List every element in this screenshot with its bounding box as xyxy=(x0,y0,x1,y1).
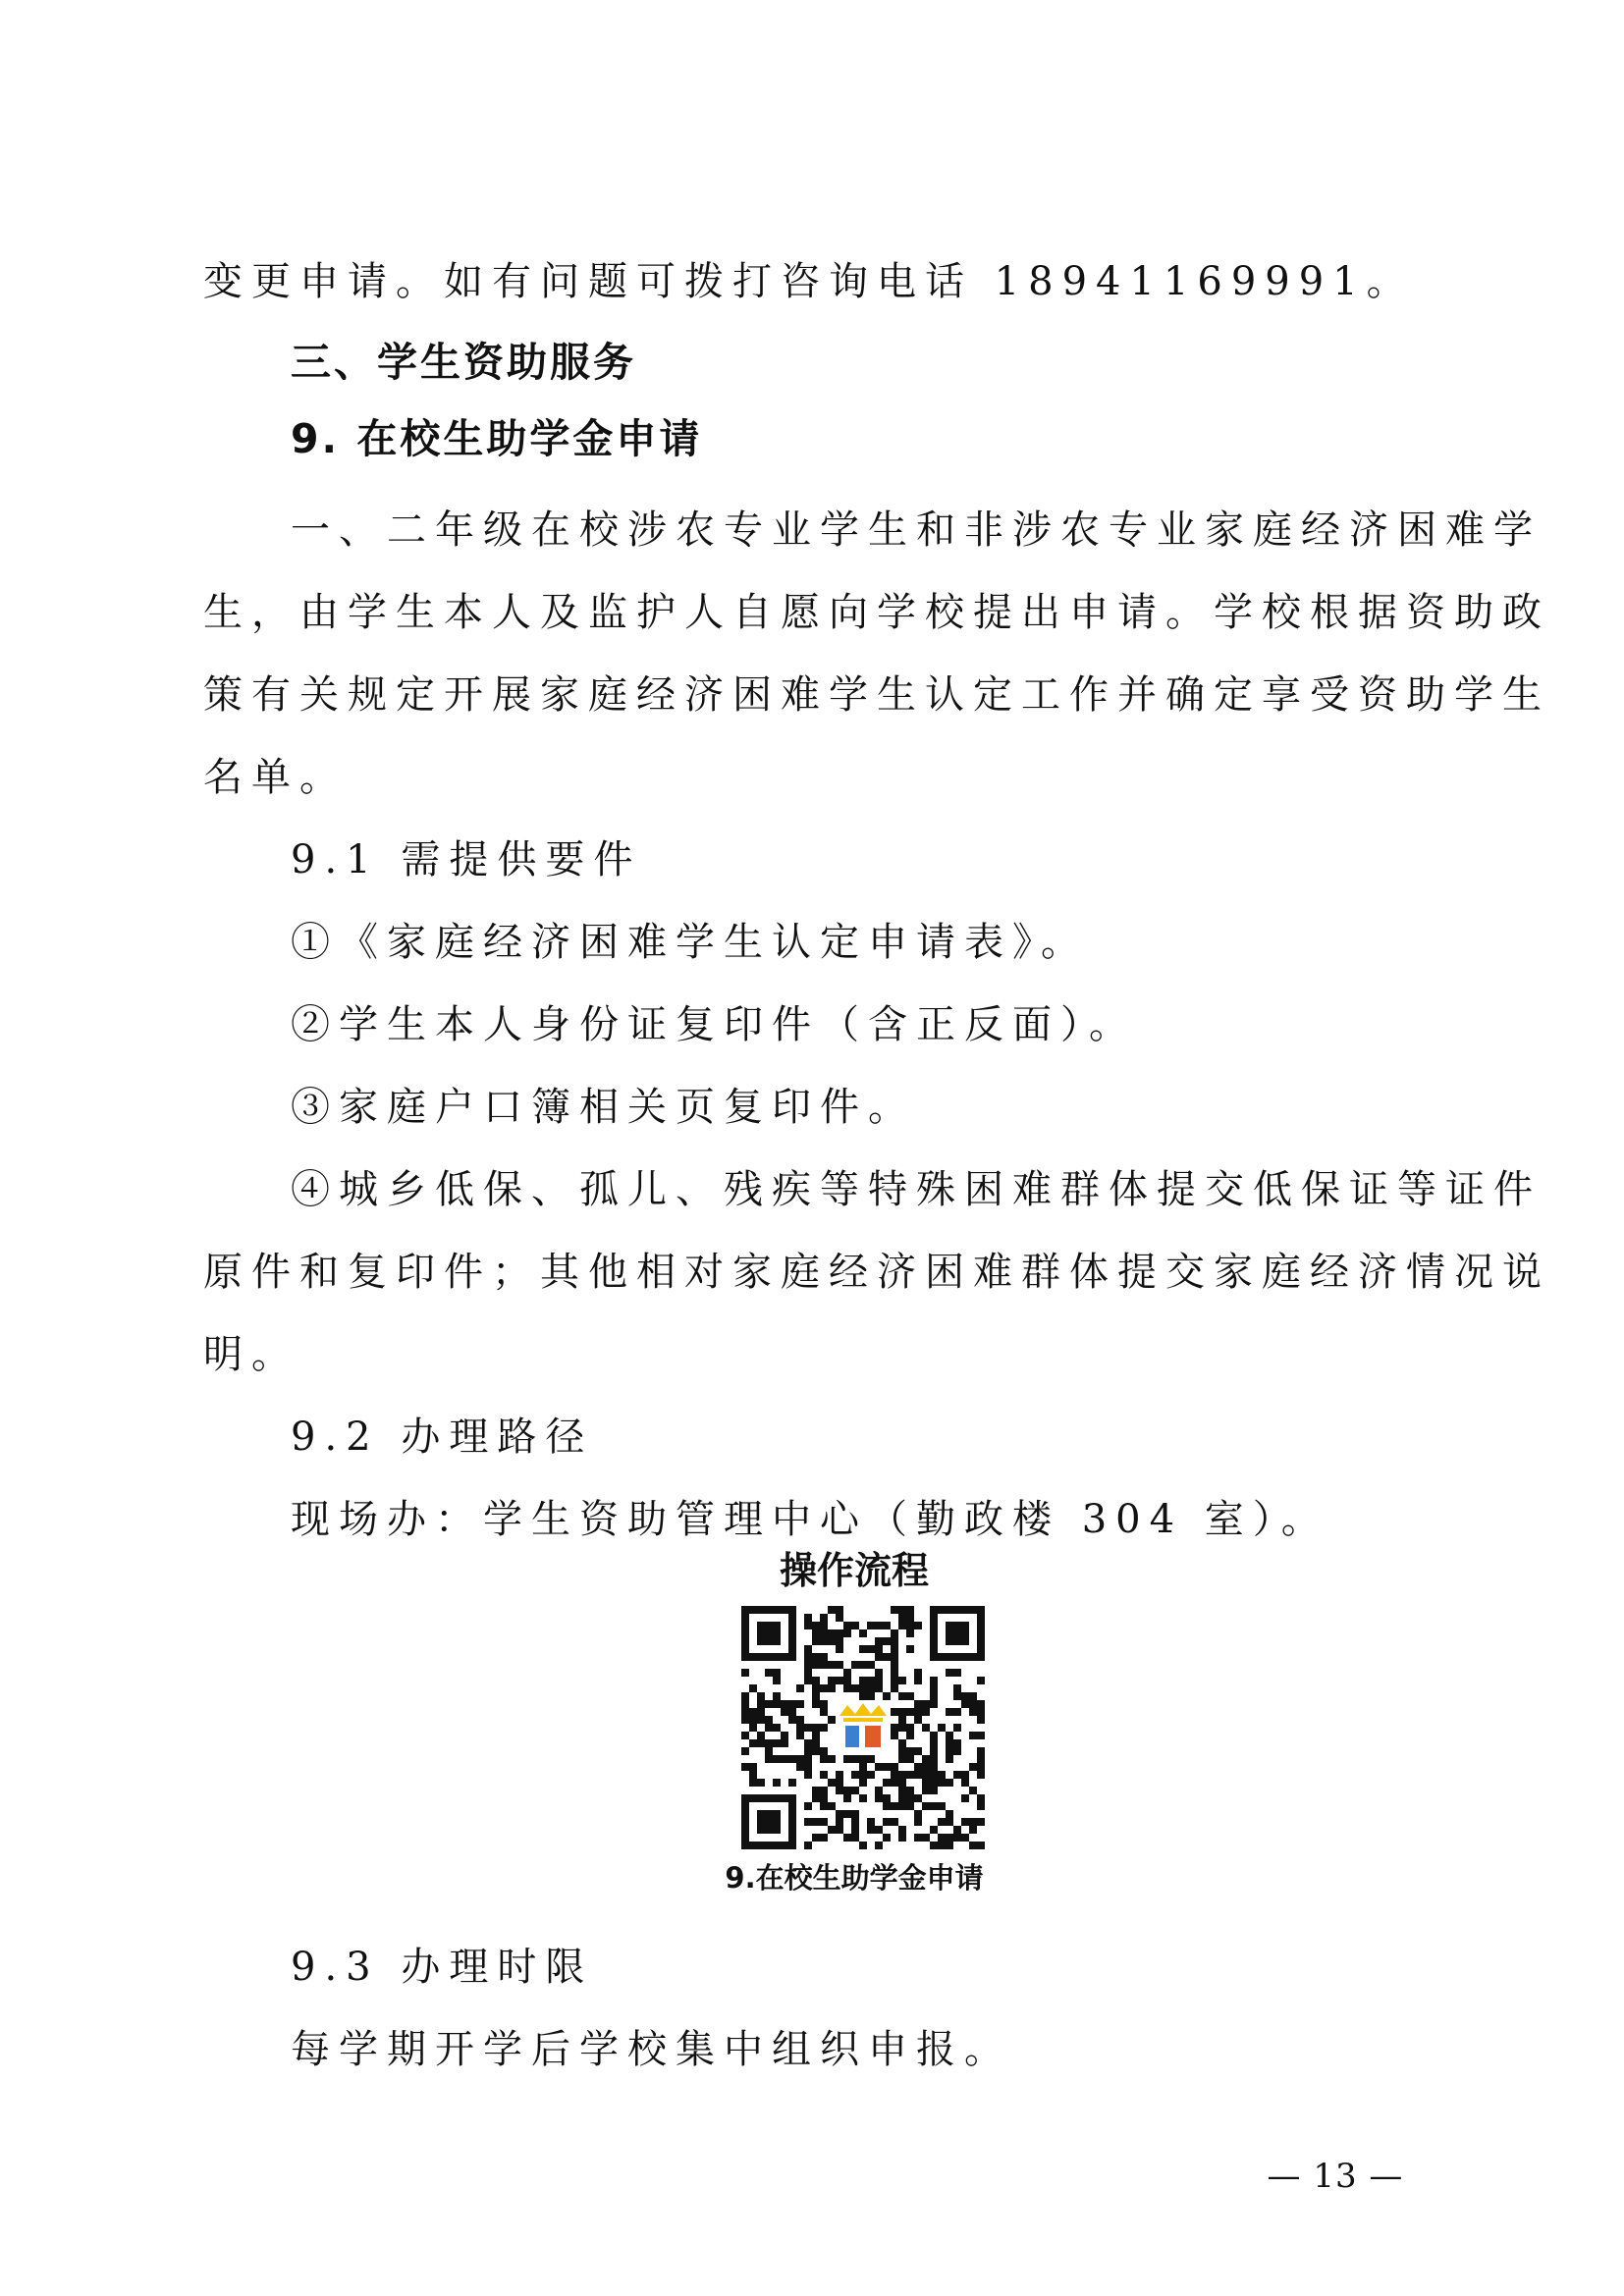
processing-time-line: 每学期开学后学校集中组织申报。 xyxy=(291,2027,1012,2072)
school-logo-icon xyxy=(836,1702,891,1753)
list-item-4-line-2: 原件和复印件；其他相对家庭经济困难群体提交家庭经济情况说 xyxy=(203,1250,1550,1295)
qr-finder-top-right xyxy=(930,1606,985,1661)
qr-caption: 9.在校生助学金申请 xyxy=(725,1861,984,1895)
section-heading: 三、学生资助服务 xyxy=(291,339,636,386)
item-heading-9-3: 9.3 办理时限 xyxy=(291,1945,594,1990)
list-item-1: ①《家庭经济困难学生认定申请表》。 xyxy=(291,920,1089,965)
list-item-4-line-3: 明。 xyxy=(203,1332,299,1377)
list-item-3: ③家庭户口簿相关页复印件。 xyxy=(291,1085,916,1130)
body-line-1: 变更申请。如有问题可拨打咨询电话 18941169991。 xyxy=(203,259,1415,304)
item-heading-9-1: 9.1 需提供要件 xyxy=(291,837,642,882)
list-item-4-line-1: ④城乡低保、孤儿、残疾等特殊困难群体提交低保证等证件 xyxy=(291,1167,1542,1212)
qr-finder-bottom-left xyxy=(741,1794,796,1849)
body-line-intro-3: 策有关规定开展家庭经济困难学生认定工作并确定享受资助学生 xyxy=(203,672,1550,718)
page-number: — 13 — xyxy=(1267,2157,1404,2196)
onsite-office-line: 现场办：学生资助管理中心（勤政楼 304 室）。 xyxy=(291,1497,1329,1542)
qr-code[interactable] xyxy=(741,1606,985,1849)
item-heading-9-2: 9.2 办理路径 xyxy=(291,1415,594,1460)
qr-title: 操作流程 xyxy=(779,1549,929,1592)
list-item-2: ②学生本人身份证复印件（含正反面）。 xyxy=(291,1002,1137,1047)
body-line-intro-4: 名单。 xyxy=(203,755,348,800)
qr-finder-top-left xyxy=(741,1606,796,1661)
subsection-heading: 9. 在校生助学金申请 xyxy=(291,415,703,462)
body-line-intro-1: 一、二年级在校涉农专业学生和非涉农专业家庭经济困难学 xyxy=(291,507,1542,553)
body-line-intro-2: 生，由学生本人及监护人自愿向学校提出申请。学校根据资助政 xyxy=(203,590,1550,635)
